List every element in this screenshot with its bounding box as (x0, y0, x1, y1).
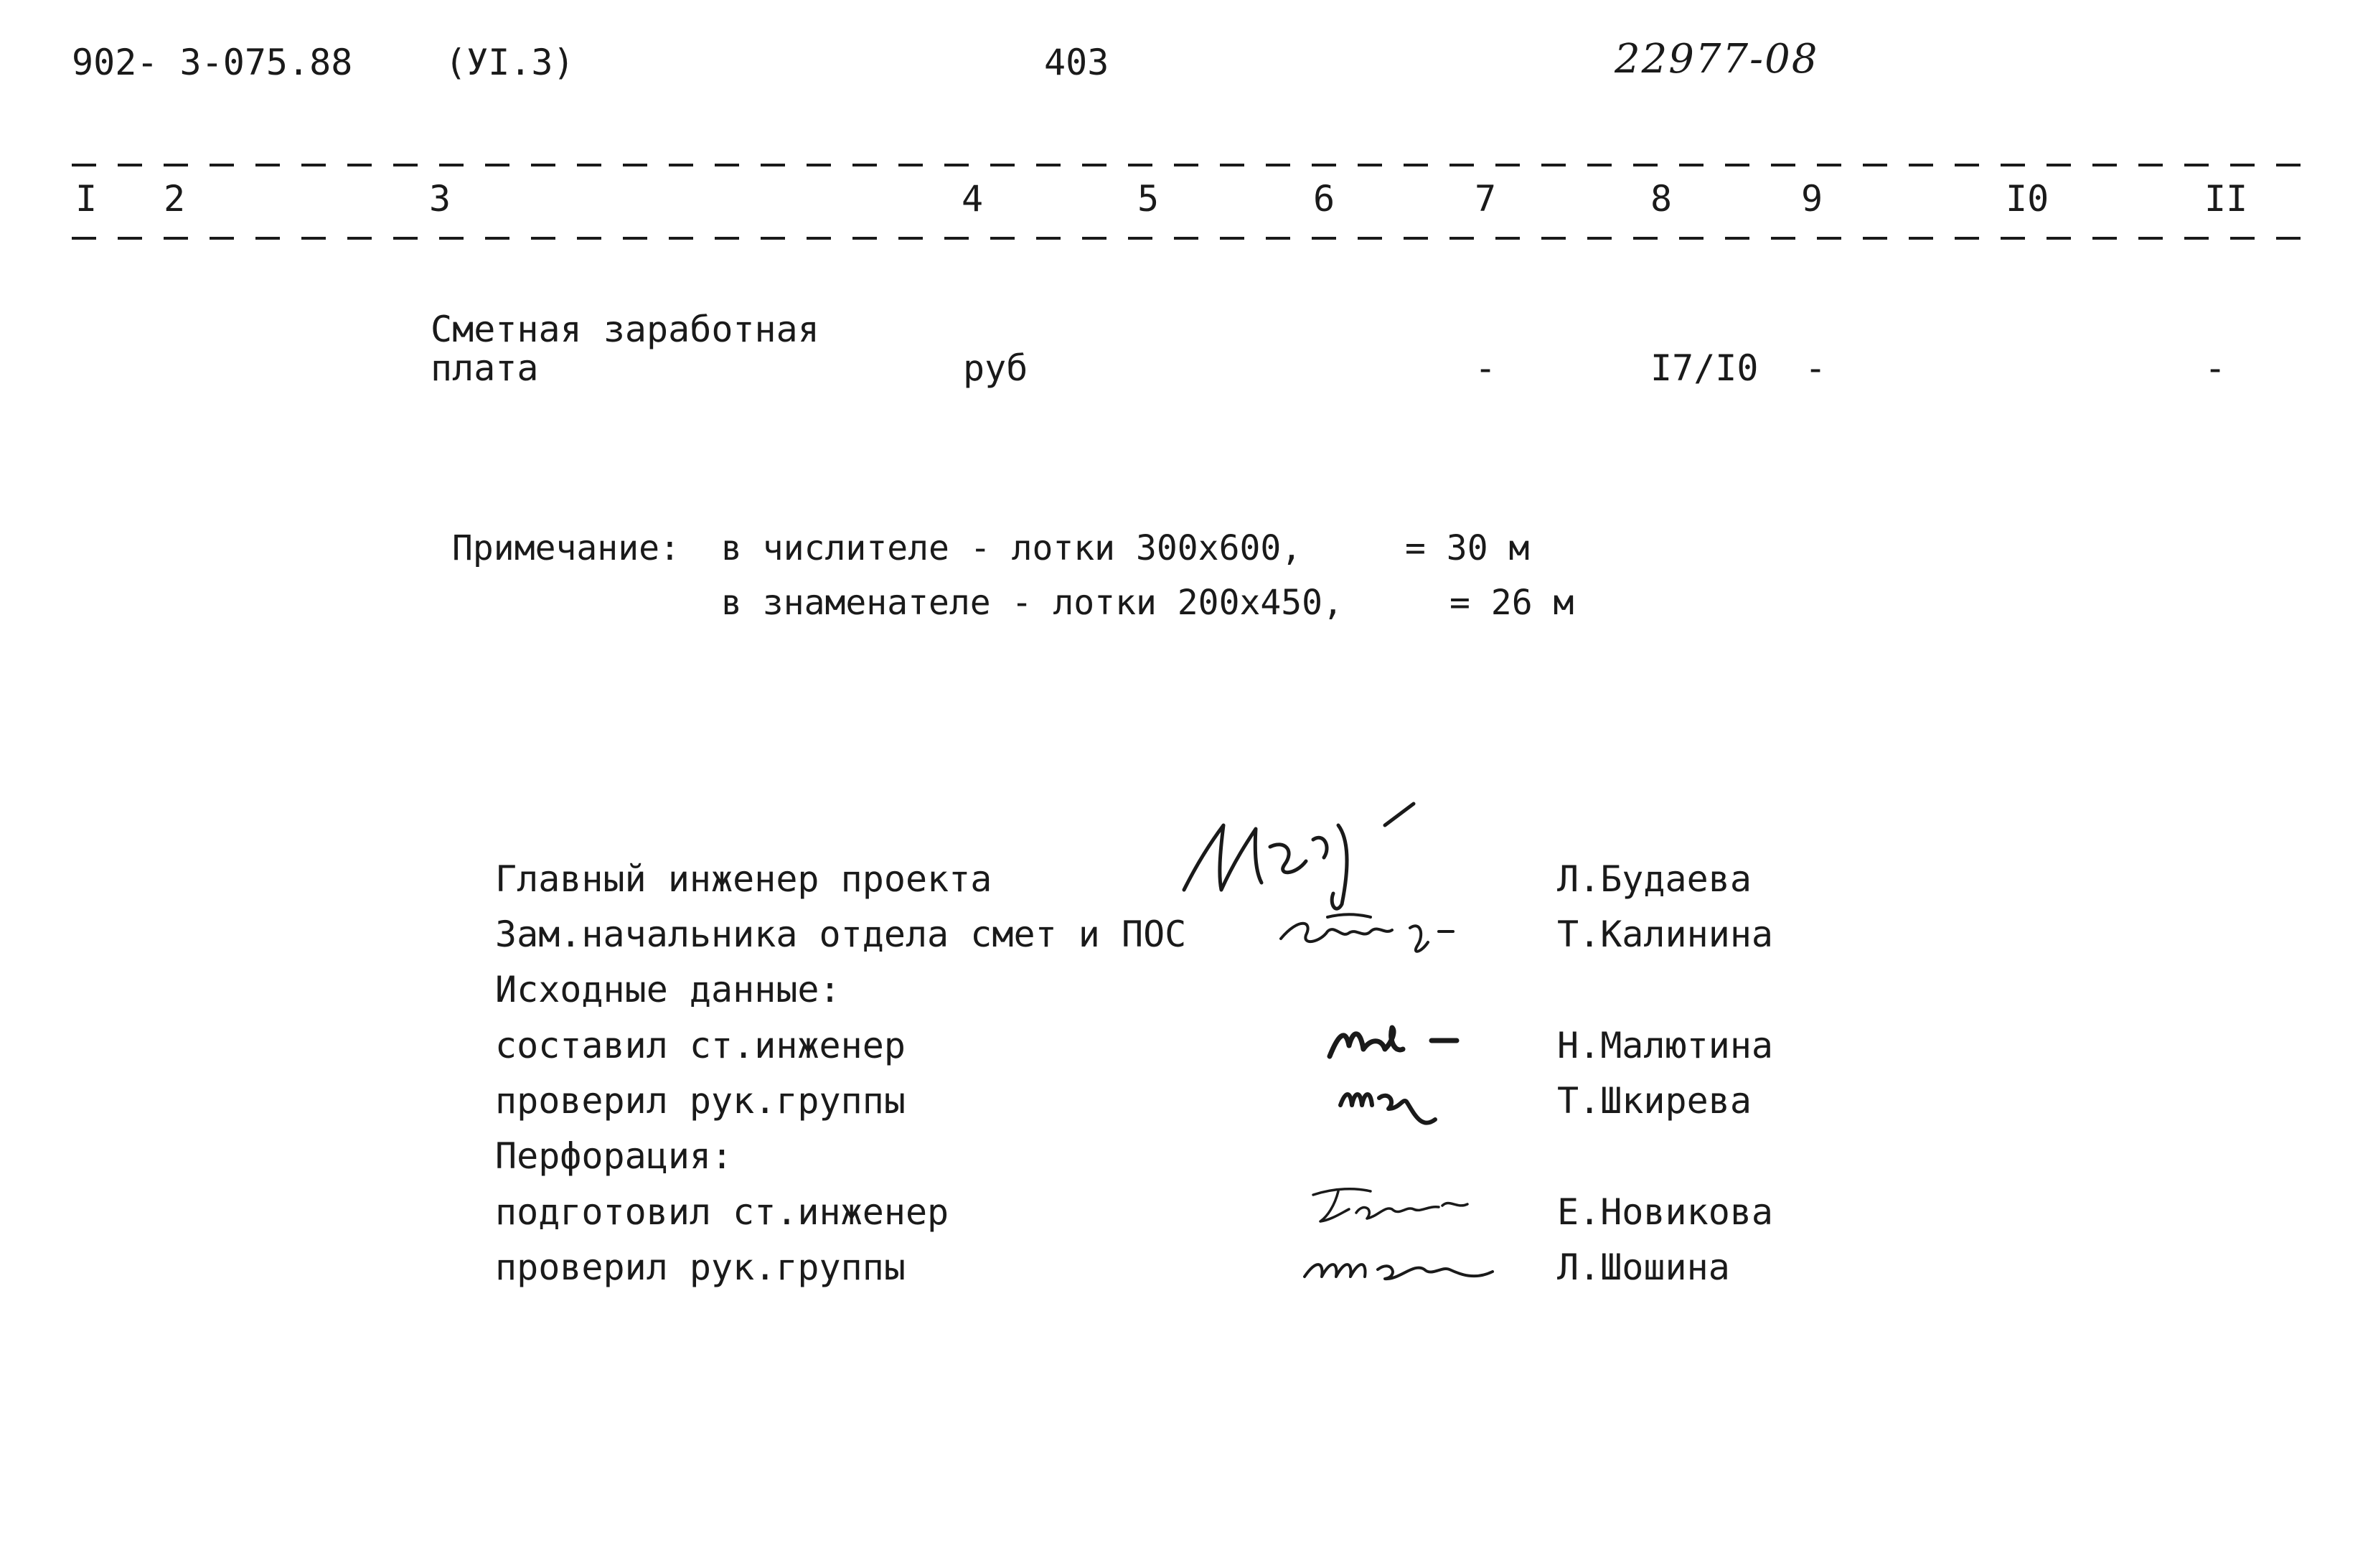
page-number: 403 (1044, 42, 1109, 83)
signature-image (1324, 1013, 1467, 1071)
row-name-line2: плата (431, 347, 539, 389)
section-code: (УI.3) (445, 42, 575, 83)
signer-role: проверил рук.группы (495, 1080, 906, 1122)
signature-image (1170, 797, 1442, 919)
signer-role: Главный инженер проекта (495, 858, 992, 900)
row-col11-value: - (2204, 347, 2227, 389)
column-number-2: 2 (164, 178, 186, 220)
dashed-rule-bottom (72, 237, 2318, 240)
signature-image (1335, 1069, 1478, 1134)
column-number-3: 3 (429, 178, 451, 220)
signer-name: Т.Шкирева (1557, 1080, 1752, 1122)
column-number-5: 5 (1137, 178, 1160, 220)
column-number-10: I0 (2006, 178, 2049, 220)
row-col9-value: - (1805, 347, 1827, 389)
signer-name: Л.Будаева (1557, 858, 1752, 900)
column-number-7: 7 (1475, 178, 1497, 220)
row-col8-value: I7/I0 (1650, 347, 1759, 389)
column-number-1: I (75, 178, 98, 220)
note-line2-text: в знаменателе - лотки 200х450, (721, 583, 1343, 623)
signer-role: подготовил ст.инженер (495, 1191, 949, 1233)
signer-name: Н.Малютина (1557, 1025, 1774, 1066)
column-number-4: 4 (962, 178, 984, 220)
note-line2-value: = 26 м (1449, 583, 1574, 623)
section-label: Исходные данные: (495, 969, 841, 1010)
signer-role: Зам.начальника отдела смет и ПОС (495, 914, 1187, 955)
signature-image (1299, 1237, 1500, 1295)
signer-role: проверил рук.группы (495, 1247, 906, 1288)
column-number-11: II (2204, 178, 2248, 220)
note-line1-text: в числителе - лотки 300х600, (721, 528, 1302, 568)
signer-name: Л.Шошина (1557, 1247, 1730, 1288)
column-number-8: 8 (1650, 178, 1673, 220)
column-number-9: 9 (1801, 178, 1823, 220)
signer-role: составил ст.инженер (495, 1025, 906, 1066)
note-line1-value: = 30 м (1405, 528, 1530, 568)
note-label: Примечание: (452, 528, 680, 568)
section-label: Перфорация: (495, 1135, 733, 1177)
document-code: 902- 3-075.88 (72, 42, 353, 83)
row-unit: руб (963, 347, 1028, 389)
dashed-rule-top (72, 164, 2318, 166)
row-col7-value: - (1475, 347, 1497, 389)
row-name-line1: Сметная заработная (431, 309, 819, 350)
handwritten-number: 22977-08 (1615, 36, 1819, 83)
signature-image (1277, 903, 1464, 960)
signer-name: Е.Новикова (1557, 1191, 1774, 1233)
signer-name: Т.Калинина (1557, 914, 1774, 955)
column-number-6: 6 (1313, 178, 1335, 220)
signature-image (1306, 1177, 1478, 1234)
